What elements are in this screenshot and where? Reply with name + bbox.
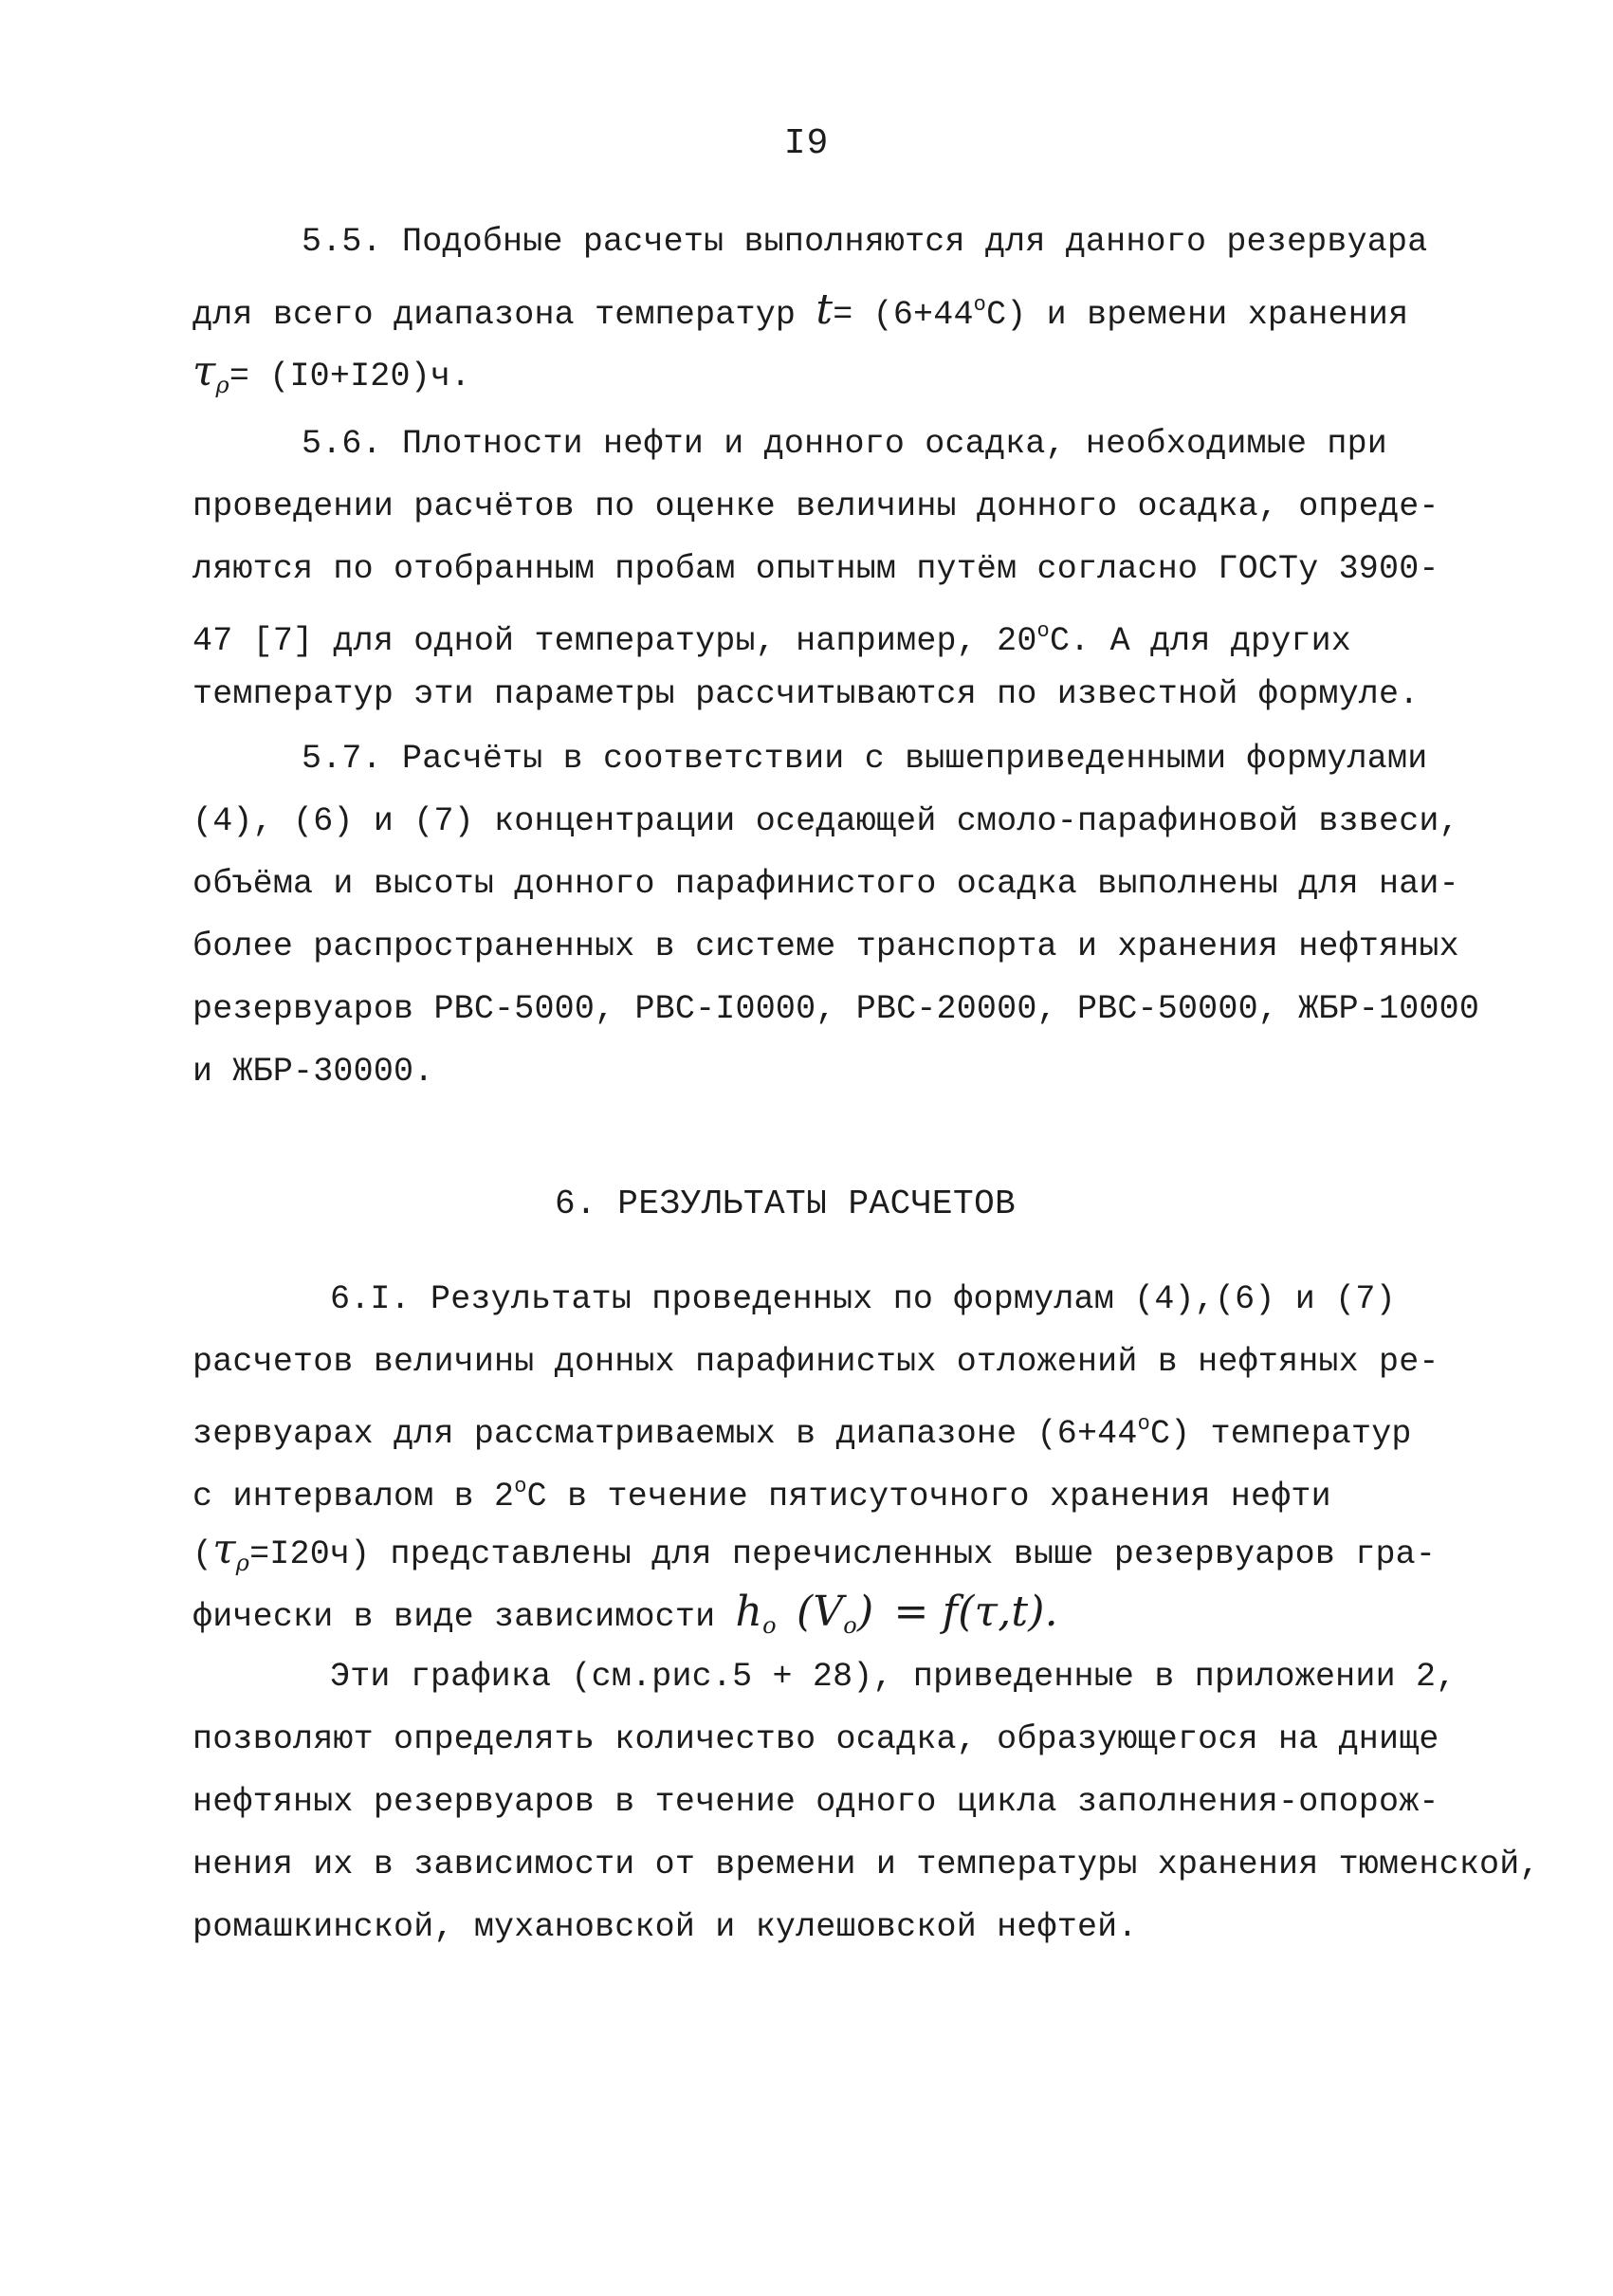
text-line: нефтяных резервуаров в течение одного цикла заполнения-опорож- (192, 1783, 1439, 1821)
text-fragment: 47 [7] для одной температуры, например, 20 (192, 622, 1037, 660)
formula-symbol-t: t (816, 285, 834, 334)
text-line: (4), (6) и (7) концентрации оседающей смоло-парафиновой взвеси, (192, 802, 1459, 840)
text-line: объёма и высоты донного парафинистого осадка выполнены для наи- (192, 865, 1459, 903)
text-line: расчетов величины донных парафинистых отложений в нефтяных ре- (192, 1343, 1439, 1381)
text-fragment: = (6+44 (833, 296, 974, 334)
page-number: I9 (783, 123, 830, 164)
text-line: резервуаров РВС-5000, РВС-I0000, РВС-20000, РВС-50000, ЖБР-10000 (192, 990, 1480, 1028)
formula-subscript: ρ (215, 372, 229, 398)
text-fragment: с интервалом в 2 (192, 1478, 515, 1515)
formula-subscript: o (843, 1612, 857, 1639)
text-fragment: = (I0+I20)ч. (229, 358, 471, 395)
text-line (192, 1525, 1437, 1582)
text-line: ромашкинской, мухановской и кулешовской нефтей. (192, 1908, 1138, 1946)
text-fragment: С) температур (1149, 1415, 1412, 1453)
formula-function: = f(τ,t). (893, 1588, 1058, 1636)
text-line: ляются по отобранным пробам опытным путём согласно ГОСТу 3900- (192, 550, 1439, 588)
text-fragment: С в течение пятисуточного хранения нефти (526, 1478, 1331, 1515)
text-line: 5.7. Расчёты в соответствии с вышеприведенными формулами (302, 740, 1428, 778)
formula-symbol-tau: τ (212, 1525, 236, 1573)
degree-sign: o (1137, 1412, 1150, 1436)
text-line: 5.6. Плотности нефти и донного осадка, необходимые при (302, 425, 1387, 463)
text-fragment: ( (192, 1535, 213, 1573)
text-line (192, 286, 1408, 334)
text-line: 6.I. Результаты проведенных по формулам (4),(6) и (7) (330, 1280, 1396, 1318)
text-line: более распространенных в системе транспорта и хранения нефтяных (192, 928, 1459, 965)
text-line: температур эти параметры рассчитываются по известной формуле. (192, 675, 1420, 713)
degree-sign: o (973, 293, 987, 317)
text-fragment: =I20ч) представлены для перечисленных выше резервуаров гра- (249, 1535, 1437, 1573)
text-fragment: С. А для других (1049, 622, 1352, 660)
formula-subscript: o (762, 1612, 777, 1639)
degree-sign: o (1036, 619, 1050, 643)
formula-subscript: ρ (235, 1550, 250, 1576)
formula-paren: ) (856, 1588, 874, 1636)
text-line (192, 613, 1351, 660)
formula-paren: ( (796, 1588, 814, 1636)
formula-symbol-tau: τ (192, 347, 216, 395)
text-fragment: фически в виде зависимости (192, 1598, 716, 1636)
formula-symbol-v: V (813, 1588, 844, 1636)
text-line (192, 1405, 1412, 1453)
formula-symbol-h: h (735, 1588, 763, 1636)
section-heading: 6. РЕЗУЛЬТАТЫ РАСЧЕТОВ (555, 1185, 1017, 1223)
text-line (192, 1588, 1058, 1644)
text-line: нения их в зависимости от времени и температуры хранения тюменской, (192, 1846, 1540, 1883)
text-line: проведении расчётов по оценке величины донного осадка, опреде- (192, 487, 1439, 525)
degree-sign: o (514, 1475, 527, 1498)
text-fragment: зервуарах для рассматриваемых в диапазоне (6+44 (192, 1415, 1138, 1453)
text-fragment: С) и времени хранения (986, 296, 1409, 334)
text-line (192, 347, 471, 404)
text-line: позволяют определять количество осадка, образующегося на днище (192, 1720, 1439, 1758)
text-line: Эти графика (см.рис.5 + 28), приведенные в приложении 2, (330, 1658, 1457, 1696)
text-line (192, 1468, 1331, 1515)
text-fragment: для всего диапазона температур (192, 296, 797, 334)
text-line: и ЖБР-30000. (192, 1053, 434, 1091)
text-line: 5.5. Подобные расчеты выполняются для данного резервуара (302, 223, 1428, 261)
